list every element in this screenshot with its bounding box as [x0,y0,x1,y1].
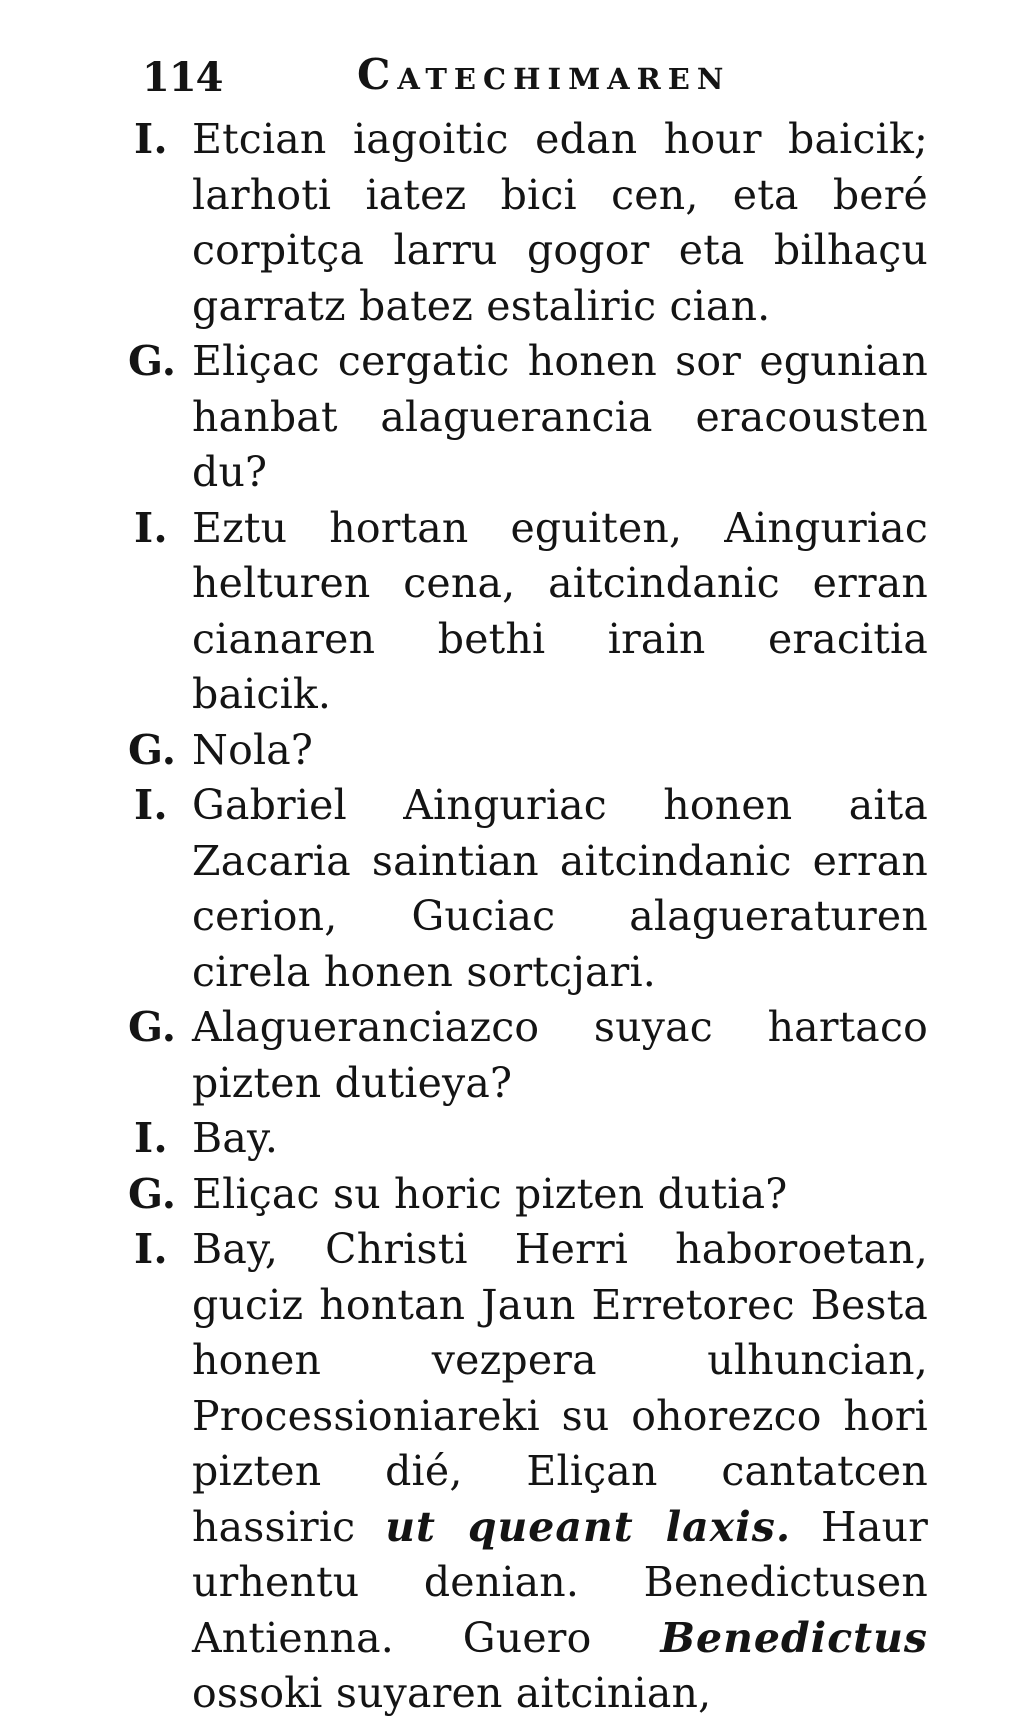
running-head: Catechimaren [357,50,731,99]
speaker-label: I. [134,1114,168,1162]
dialogue-entry [128,1222,928,1722]
dialogue-entry [128,501,928,723]
speaker-label: I. [134,503,168,552]
speaker-label: G. [128,1169,177,1218]
latin-canticle-title: Benedictus [660,1613,928,1662]
entry-text: Bay, Christi Herri haboroetan, guciz hontan Jaun Erretorec Besta honen vezpera ulhuncian, Processioniareki su ohorezco hori pizten dié, Eliçan cantatcen hassiric [192,1225,928,1551]
speaker-label: I. [134,1225,168,1273]
speaker-label: G. [128,337,177,385]
page-body [128,112,928,1722]
dialogue-entry [128,1111,928,1167]
dialogue-entry [128,112,928,334]
dialogue-entry [128,723,928,779]
entry-text: Eztu hortan eguiten, Ainguriac helturen cena, aitcindanic erran cianaren bethi irain eracitia baicik. [192,503,928,718]
entry-text: Eliçac su horic pizten dutia? [192,1169,788,1218]
dialogue-entry [128,1000,928,1111]
speaker-label: G. [128,725,177,774]
entry-text: Haur urhentu denian. Benedictusen Antienna. Guero [192,1502,928,1662]
entry-text: Alagueranciazco suyac hartaco pizten dutieya? [192,1003,928,1107]
dialogue-entry [128,1167,928,1223]
entry-text: ossoki suyaren aitcinian, [192,1669,712,1717]
speaker-label: G. [128,1003,177,1051]
latin-hymn-incipit: ut queant laxis. [385,1502,792,1551]
entry-text: Gabriel Ainguriac honen aita Zacaria saintian aitcindanic erran cerion, Guciac alagueraturen cirela honen sortcjari. [192,781,928,996]
dialogue-entry [128,334,928,501]
entry-text: Bay. [192,1114,279,1162]
entry-text: Nola? [192,725,314,774]
page-number: 114 [142,54,223,101]
speaker-label: I. [134,115,168,163]
entry-text: Eliçac cergatic honen sor egunian hanbat alaguerancia eracousten du? [192,337,928,496]
page-header [142,50,922,110]
entry-text: Etcian iagoitic edan hour baicik; larhoti iatez bici cen, eta beré corpitça larru gogor eta bilhaçu garratz batez estaliric cian. [192,115,928,330]
dialogue-entry [128,778,928,1000]
speaker-label: I. [134,781,168,829]
